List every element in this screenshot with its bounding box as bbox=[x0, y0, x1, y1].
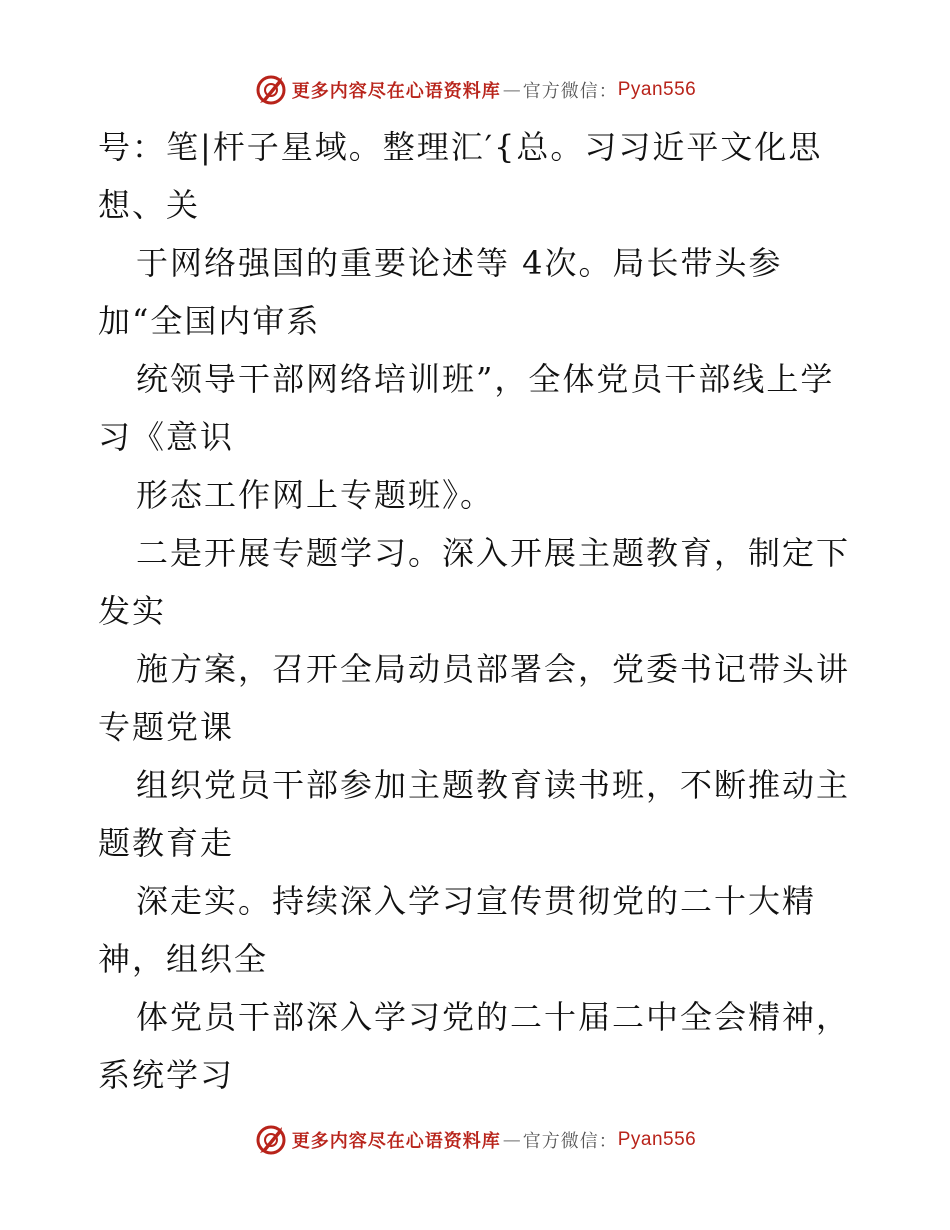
body-line: 施方案，召开全局动员部署会，党委书记带头讲 bbox=[136, 650, 851, 688]
quill-pen-logo-icon bbox=[254, 73, 288, 107]
body-line: 题教育走 bbox=[98, 824, 235, 862]
body-line: 二是开展专题学习。深入开展主题教育，制定下 bbox=[136, 534, 851, 572]
body-line: 号：笔|杆子星域。整理汇′{总。习习近平文化思 bbox=[98, 128, 823, 166]
separator-dash: — bbox=[502, 79, 521, 101]
body-line: 专题党课 bbox=[98, 708, 235, 746]
body-line: 体党员干部深入学习党的二十届二中全会精神， bbox=[136, 998, 851, 1036]
body-line: 统领导干部网络培训班”，全体党员干部线上学 bbox=[136, 360, 835, 398]
body-line: 发实 bbox=[98, 592, 167, 630]
separator-dash: — bbox=[502, 1129, 521, 1151]
footer-banner bbox=[0, 1120, 950, 1160]
body-line: 深走实。持续深入学习宣传贯彻党的二十大精 bbox=[136, 882, 817, 920]
promo-text: 更多内容尽在心语资料库 bbox=[291, 81, 501, 102]
body-line: 加“全国内审系 bbox=[98, 302, 321, 340]
wechat-label: 官方微信： bbox=[522, 1131, 618, 1152]
wechat-id: Pyan556 bbox=[617, 1129, 697, 1150]
wechat-label: 官方微信： bbox=[522, 81, 618, 102]
body-line: 于网络强国的重要论述等 4次。局长带头参 bbox=[136, 244, 783, 282]
body-line: 组织党员干部参加主题教育读书班，不断推动主 bbox=[136, 766, 851, 804]
body-line: 神，组织全 bbox=[98, 940, 269, 978]
quill-pen-logo-icon bbox=[254, 1123, 288, 1157]
body-line: 系统学习 bbox=[98, 1056, 235, 1094]
body-line: 形态工作网上专题班》。 bbox=[136, 476, 495, 514]
promo-text: 更多内容尽在心语资料库 bbox=[291, 1131, 501, 1152]
body-line: 习《意识 bbox=[98, 418, 235, 456]
document-body bbox=[98, 118, 858, 1104]
body-line: 想、关 bbox=[98, 186, 201, 224]
header-banner bbox=[0, 70, 950, 110]
wechat-id: Pyan556 bbox=[617, 79, 697, 100]
